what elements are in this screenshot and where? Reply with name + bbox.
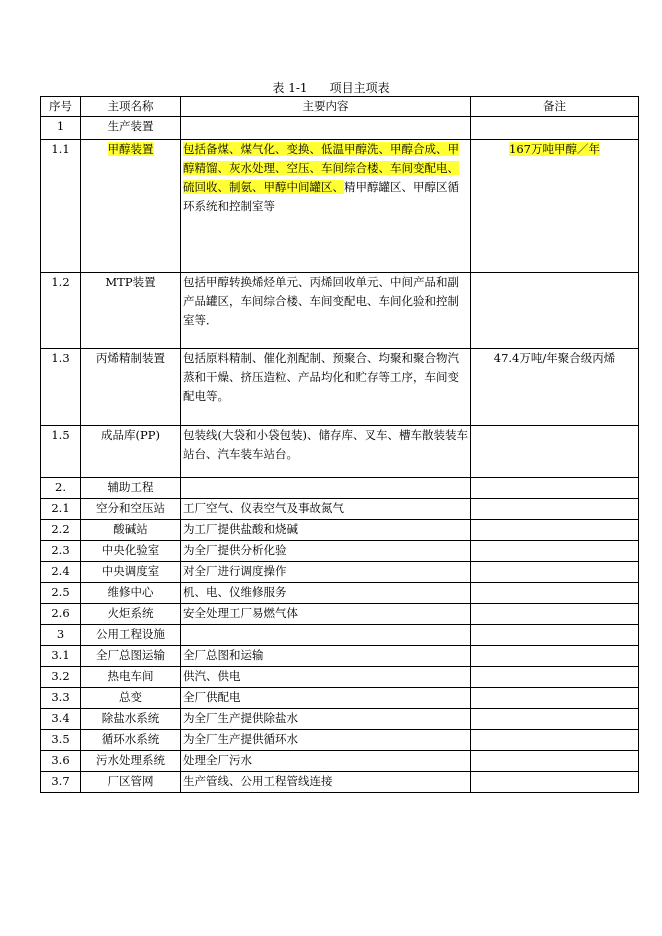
row-name: 生产装置	[81, 117, 181, 140]
table-row	[41, 646, 639, 667]
row-note	[471, 772, 639, 793]
row-name: MTP装置	[81, 273, 181, 349]
table-row	[41, 583, 639, 604]
row-note	[471, 117, 639, 140]
row-name: 酸碱站	[81, 520, 181, 541]
row-content: 生产管线、公用工程管线连接	[181, 772, 471, 793]
row-no: 2.3	[41, 541, 81, 562]
row-note	[471, 140, 639, 273]
table-row	[41, 349, 639, 426]
table-row	[41, 562, 639, 583]
table-row	[41, 426, 639, 478]
row-content: 安全处理工厂易燃气体	[181, 604, 471, 625]
row-note	[471, 273, 639, 349]
row-name: 火炬系统	[81, 604, 181, 625]
row-name: 维修中心	[81, 583, 181, 604]
row-note	[471, 625, 639, 646]
row-name: 厂区管网	[81, 772, 181, 793]
row-no: 2.4	[41, 562, 81, 583]
row-no: 3.7	[41, 772, 81, 793]
table-row	[41, 751, 639, 772]
row-no: 1	[41, 117, 81, 140]
row-no: 3.6	[41, 751, 81, 772]
project-items-table	[40, 96, 639, 793]
header-name: 主项名称	[81, 97, 181, 117]
row-no: 3.1	[41, 646, 81, 667]
row-no: 2.1	[41, 499, 81, 520]
row-name: 循环水系统	[81, 730, 181, 751]
row-note	[471, 730, 639, 751]
row-note	[471, 478, 639, 499]
row-name: 污水处理系统	[81, 751, 181, 772]
header-note: 备注	[471, 97, 639, 117]
row-content: 工厂空气、仪表空气及事故氮气	[181, 499, 471, 520]
row-content: 处理全厂污水	[181, 751, 471, 772]
row-no: 2.2	[41, 520, 81, 541]
row-content	[181, 625, 471, 646]
row-content-rest: 精甲醇罐区、甲醇区循环系统和控制室等	[183, 180, 459, 213]
row-content-highlight: 包括备煤、煤气化、变换、低温甲醇洗、甲醇合成、甲醇精馏、灰水处理、空压、车间综合楼、车间变配电、硫回收、制氨、甲醇中间罐区、	[183, 142, 459, 194]
row-name: 中央调度室	[81, 562, 181, 583]
row-no: 1.3	[41, 349, 81, 426]
row-content	[181, 117, 471, 140]
row-no: 3.4	[41, 709, 81, 730]
table-row	[41, 520, 639, 541]
row-content	[181, 140, 471, 273]
row-content: 包括原料精制、催化剂配制、预聚合、均聚和聚合物汽蒸和干燥、挤压造粒、产品均化和贮存等工序，车间变配电等。	[181, 349, 471, 426]
row-note	[471, 751, 639, 772]
row-no: 2.	[41, 478, 81, 499]
row-content: 供汽、供电	[181, 667, 471, 688]
row-name: 总变	[81, 688, 181, 709]
row-no: 3.5	[41, 730, 81, 751]
row-note	[471, 667, 639, 688]
row-name: 除盐水系统	[81, 709, 181, 730]
row-note	[471, 646, 639, 667]
row-no: 3.3	[41, 688, 81, 709]
row-name: 公用工程设施	[81, 625, 181, 646]
row-note	[471, 426, 639, 478]
row-no: 1.2	[41, 273, 81, 349]
row-note	[471, 499, 639, 520]
row-name-highlight: 甲醇装置	[107, 142, 154, 156]
row-name: 热电车间	[81, 667, 181, 688]
row-no: 3	[41, 625, 81, 646]
row-content: 包装线(大袋和小袋包装)、储存库、叉车、槽车散装装车站台、汽车装车站台。	[181, 426, 471, 478]
row-name: 辅助工程	[81, 478, 181, 499]
row-note	[471, 688, 639, 709]
row-note: 47.4万吨/年聚合级丙烯	[471, 349, 639, 426]
row-name: 空分和空压站	[81, 499, 181, 520]
row-content: 机、电、仪维修服务	[181, 583, 471, 604]
row-note-highlight: 167万吨甲醇／年	[509, 142, 600, 156]
row-no: 2.5	[41, 583, 81, 604]
table-row	[41, 478, 639, 499]
row-note	[471, 604, 639, 625]
row-no: 2.6	[41, 604, 81, 625]
row-name: 丙烯精制装置	[81, 349, 181, 426]
table-row	[41, 499, 639, 520]
row-note	[471, 541, 639, 562]
table-row	[41, 730, 639, 751]
row-content: 包括甲醇转换烯烃单元、丙烯回收单元、中间产品和副产品罐区，车间综合楼、车间变配电、车间化验和控制室等．	[181, 273, 471, 349]
table-row	[41, 140, 639, 273]
table-row	[41, 604, 639, 625]
header-no: 序号	[41, 97, 81, 117]
table-row	[41, 625, 639, 646]
table-row	[41, 709, 639, 730]
row-no: 1.1	[41, 140, 81, 273]
table-row	[41, 772, 639, 793]
row-content: 为全厂生产提供除盐水	[181, 709, 471, 730]
table-caption	[0, 79, 662, 96]
table-row	[41, 117, 639, 140]
row-content: 为工厂提供盐酸和烧碱	[181, 520, 471, 541]
row-note	[471, 520, 639, 541]
header-content: 主要内容	[181, 97, 471, 117]
row-no: 3.2	[41, 667, 81, 688]
table-row	[41, 541, 639, 562]
table-number: 表 1-1	[272, 81, 308, 95]
row-note	[471, 562, 639, 583]
header-row	[41, 97, 639, 117]
row-content: 对全厂进行调度操作	[181, 562, 471, 583]
row-content: 全厂供配电	[181, 688, 471, 709]
table-row	[41, 273, 639, 349]
row-note	[471, 709, 639, 730]
row-no: 1.5	[41, 426, 81, 478]
row-name: 成品库(PP)	[81, 426, 181, 478]
table-row	[41, 667, 639, 688]
row-name	[81, 140, 181, 273]
table-title: 项目主项表	[329, 81, 390, 95]
row-name: 全厂总图运输	[81, 646, 181, 667]
row-content	[181, 478, 471, 499]
table-row	[41, 688, 639, 709]
row-content: 为全厂提供分析化验	[181, 541, 471, 562]
row-content: 全厂总图和运输	[181, 646, 471, 667]
row-content: 为全厂生产提供循环水	[181, 730, 471, 751]
row-note	[471, 583, 639, 604]
row-name: 中央化验室	[81, 541, 181, 562]
